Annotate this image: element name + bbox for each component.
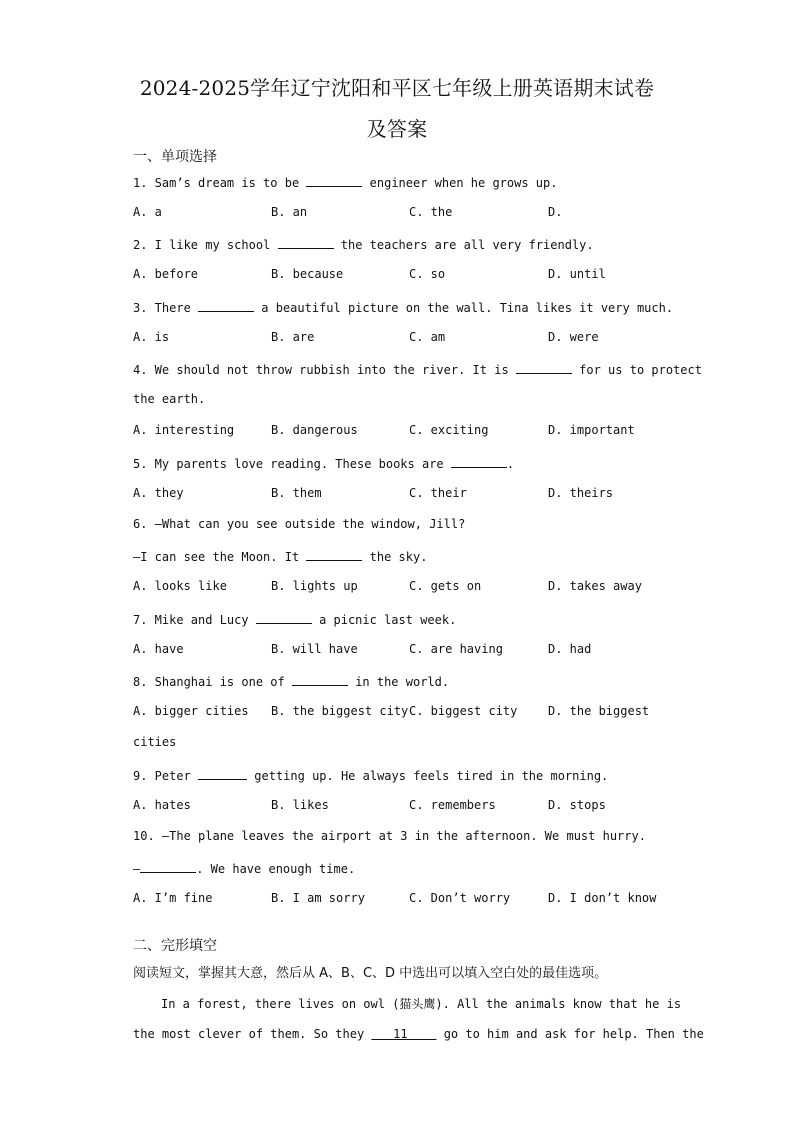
q2-option-c: C. so <box>409 267 446 281</box>
question-3-text-before: 3. There <box>133 301 191 315</box>
document-title-line-1: 2024-2025学年辽宁沈阳和平区七年级上册英语期末试卷 <box>139 76 655 100</box>
cloze-blank-11 <box>371 1027 436 1041</box>
question-10-text-before: — <box>133 862 141 876</box>
q5-option-d: D. theirs <box>548 486 614 500</box>
q8-option-a: A. bigger cities <box>133 704 249 718</box>
question-2 <box>133 236 594 252</box>
cloze-passage-line-1: In a forest, there lives on owl (猫头鹰). All the animals know that he is <box>161 997 682 1011</box>
answer-blank <box>198 767 247 780</box>
answer-blank <box>306 174 362 187</box>
question-10-line-2 <box>133 860 355 876</box>
q4-option-c: C. exciting <box>409 423 489 437</box>
answer-blank <box>292 673 348 686</box>
cloze-passage-line-2 <box>133 1027 704 1041</box>
q3-option-b: B. are <box>271 330 315 344</box>
q3-option-a: A. is <box>133 330 170 344</box>
question-3 <box>133 299 673 315</box>
answer-blank <box>140 860 196 873</box>
q4-option-b: B. dangerous <box>271 423 358 437</box>
q8-option-b: B. the biggest city <box>271 704 409 718</box>
q8-option-c: C. biggest city <box>409 704 518 718</box>
q9-option-c: C. remembers <box>409 798 496 812</box>
q5-option-c: C. their <box>409 486 467 500</box>
question-6-line-2 <box>133 548 427 564</box>
q9-option-b: B. likes <box>271 798 329 812</box>
q10-option-d: D. I don’t know <box>548 891 657 905</box>
q10-option-a: A. I’m fine <box>133 891 213 905</box>
q9-option-d: D. stops <box>548 798 606 812</box>
section-heading-cloze: 二、完形填空 <box>133 938 217 954</box>
question-5-text-after: . <box>506 457 515 471</box>
question-9 <box>133 767 608 783</box>
question-6-text-before: —I can see the Moon. It <box>133 550 300 564</box>
question-1 <box>133 174 557 190</box>
question-6-text-after: the sky. <box>369 550 428 564</box>
question-2-text-before: 2. I like my school <box>133 238 271 252</box>
q4-option-a: A. interesting <box>133 423 235 437</box>
q8-option-d: D. the biggest <box>548 704 650 718</box>
q1-option-a: A. a <box>133 205 162 219</box>
cloze-instructions: 阅读短文，掌握其大意，然后从 A、B、C、D 中选出可以填入空白处的最佳选项。 <box>133 966 608 981</box>
question-10-line-1: 10. —The plane leaves the airport at 3 in the afternoon. We must hurry. <box>133 829 646 843</box>
q6-option-b: B. lights up <box>271 579 358 593</box>
q6-option-a: A. looks like <box>133 579 227 593</box>
q7-option-d: D. had <box>548 642 592 656</box>
q5-option-b: B. them <box>271 486 322 500</box>
q2-option-d: D. until <box>548 267 606 281</box>
answer-blank <box>451 455 507 468</box>
question-7-text-before: 7. Mike and Lucy <box>133 613 249 627</box>
q10-option-c: C. Don’t worry <box>409 891 511 905</box>
cloze-text-before: the most clever of them. So they <box>133 1027 365 1041</box>
q7-option-b: B. will have <box>271 642 358 656</box>
question-1-text-before: 1. Sam’s dream is to be <box>133 176 300 190</box>
q6-option-d: D. takes away <box>548 579 642 593</box>
q2-option-a: A. before <box>133 267 199 281</box>
question-3-text-after: a beautiful picture on the wall. Tina likes it very much. <box>261 301 674 315</box>
q1-option-b: B. an <box>271 205 308 219</box>
document-title-line-2: 及答案 <box>366 117 428 141</box>
question-5-text-before: 5. My parents love reading. These books are <box>133 457 444 471</box>
question-9-text-before: 9. Peter <box>133 769 191 783</box>
question-4-text-after: for us to protect <box>579 363 702 377</box>
q1-option-c: C. the <box>409 205 453 219</box>
q9-option-a: A. hates <box>133 798 191 812</box>
q6-option-c: C. gets on <box>409 579 482 593</box>
answer-blank <box>516 361 572 374</box>
q4-option-d: D. important <box>548 423 635 437</box>
q3-option-c: C. am <box>409 330 446 344</box>
question-7-text-after: a picnic last week. <box>319 613 457 627</box>
q10-option-b: B. I am sorry <box>271 891 365 905</box>
question-8-text-before: 8. Shanghai is one of <box>133 675 285 689</box>
q2-option-b: B. because <box>271 267 344 281</box>
answer-blank <box>198 299 254 312</box>
question-4-text-before: 4. We should not throw rubbish into the river. It is <box>133 363 509 377</box>
cloze-text-after: go to him and ask for help. Then the <box>443 1027 704 1041</box>
q8-option-d-continuation: cities <box>133 735 177 749</box>
question-7 <box>133 611 456 627</box>
question-9-text-after: getting up. He always feels tired in the morning. <box>254 769 609 783</box>
question-6-line-1: 6. —What can you see outside the window, Jill? <box>133 517 466 531</box>
question-5 <box>133 455 514 471</box>
q1-option-d: D. <box>548 205 563 219</box>
question-1-text-after: engineer when he grows up. <box>369 176 558 190</box>
q7-option-c: C. are having <box>409 642 503 656</box>
section-heading-single-choice: 一、单项选择 <box>133 149 217 165</box>
question-4 <box>133 361 702 377</box>
answer-blank <box>256 611 312 624</box>
answer-blank <box>278 236 334 249</box>
question-2-text-after: the teachers are all very friendly. <box>340 238 594 252</box>
question-8-text-after: in the world. <box>355 675 450 689</box>
answer-blank <box>306 548 362 561</box>
q3-option-d: D. were <box>548 330 599 344</box>
question-10-text-after: . We have enough time. <box>196 862 356 876</box>
q7-option-a: A. have <box>133 642 184 656</box>
question-8 <box>133 673 449 689</box>
q5-option-a: A. they <box>133 486 184 500</box>
cloze-blank-number: 11 <box>393 1027 408 1041</box>
question-4-continuation: the earth. <box>133 392 206 406</box>
